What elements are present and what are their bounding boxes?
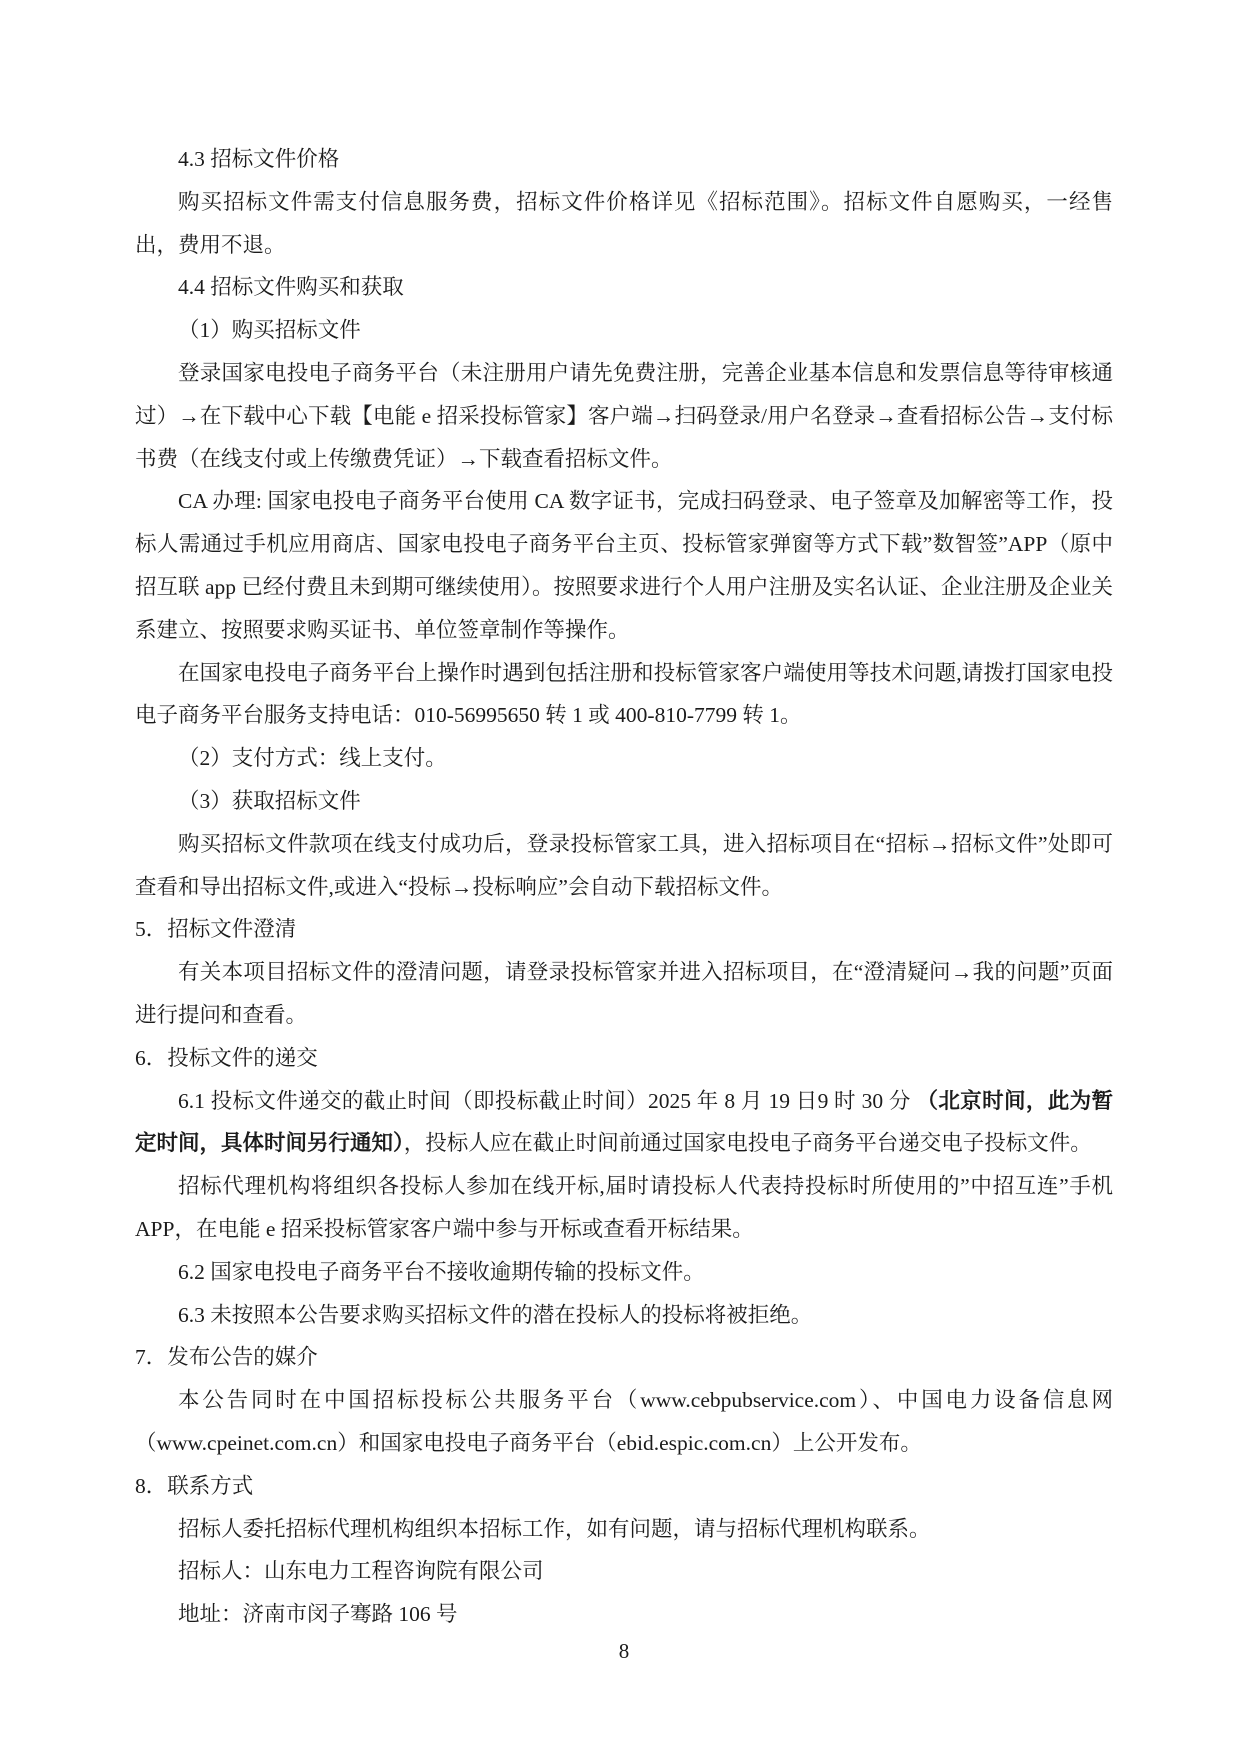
paragraph xyxy=(135,737,1113,780)
section-heading xyxy=(135,908,1113,951)
text-run: 有关本项目招标文件的澄清问题，请登录投标管家并进入招标项目，在“澄清疑问→我的问题”页面进行提问和查看。 xyxy=(135,960,1113,1027)
paragraph xyxy=(135,1508,1113,1551)
text-run: 购买招标文件需支付信息服务费，招标文件价格详见《招标范围》。招标文件自愿购买，一经售出，费用不退。 xyxy=(135,189,1113,257)
paragraph xyxy=(135,1379,1113,1465)
paragraph xyxy=(135,138,1113,181)
document-body xyxy=(135,138,1113,1636)
section-heading xyxy=(135,1465,1113,1508)
text-run: ，投标人应在截止时间前通过国家电投电子商务平台递交电子投标文件。 xyxy=(403,1131,1092,1156)
text-run: 招标人：山东电力工程咨询院有限公司 xyxy=(178,1559,544,1584)
text-run: 6.1 投标文件递交的截止时间（即投标截止时间）2025 年 8 月 19 日9 时 30 分 xyxy=(178,1088,917,1113)
paragraph xyxy=(135,780,1113,823)
text-run: 7．发布公告的媒介 xyxy=(135,1345,318,1370)
paragraph xyxy=(135,1080,1113,1166)
paragraph xyxy=(135,1550,1113,1593)
text-run: 招标代理机构将组织各投标人参加在线开标,届时请投标人代表持投标时所使用的”中招互连”手机APP，在电能 e 招采投标管家客户端中参与开标或查看开标结果。 xyxy=(135,1174,1113,1241)
text-run: （3）获取招标文件 xyxy=(178,788,361,813)
paragraph xyxy=(135,652,1113,738)
text-run: CA 办理: 国家电投电子商务平台使用 CA 数字证书，完成扫码登录、电子签章及加解密等工作，投标人需通过手机应用商店、国家电投电子商务平台主页、投标管家弹窗等方式下载”数智签”APP（原中招互联 app 已经付费且未到期可继续使用）。按照要求进行个人用户注册及实名认证、企业注册及企业关系建立、按照要求购买证书、单位签章制作等操作。 xyxy=(135,489,1113,642)
text-run: 6.3 未按照本公告要求购买招标文件的潜在投标人的投标将被拒绝。 xyxy=(178,1302,813,1327)
text-run: 4.4 招标文件购买和获取 xyxy=(178,275,404,300)
text-run: 购买招标文件款项在线支付成功后，登录投标管家工具，进入招标项目在“招标→招标文件”处即可查看和导出招标文件,或进入“投标→投标响应”会自动下载招标文件。 xyxy=(135,831,1113,899)
section-heading xyxy=(135,1336,1113,1379)
section-heading xyxy=(135,1037,1113,1080)
paragraph xyxy=(135,823,1113,909)
text-run: 6.2 国家电投电子商务平台不接收逾期传输的投标文件。 xyxy=(178,1259,705,1284)
text-run: 6．投标文件的递交 xyxy=(135,1045,318,1070)
text-run: 地址：济南市闵子骞路 106 号 xyxy=(178,1602,458,1627)
text-run: 在国家电投电子商务平台上操作时遇到包括注册和投标管家客户端使用等技术问题,请拨打国家电投电子商务平台服务支持电话：010-56995650 转 1 或 400-810-7799 转 1。 xyxy=(135,660,1113,728)
paragraph xyxy=(135,1593,1113,1636)
text-run: （2）支付方式：线上支付。 xyxy=(178,746,447,771)
paragraph xyxy=(135,309,1113,352)
text-run: 4.3 招标文件价格 xyxy=(178,147,340,171)
text-run: 登录国家电投电子商务平台（未注册用户请先免费注册，完善企业基本信息和发票信息等待审核通过）→在下载中心下载【电能 e 招采投标管家】客户端→扫码登录/用户名登录→查看招标公告→支付标书费（在线支付或上传缴费凭证）→下载查看招标文件。 xyxy=(135,360,1113,471)
bold-text-run: （北京时间，此为暂定时间，具体时间另行通知） xyxy=(135,1088,1113,1156)
paragraph xyxy=(135,1165,1113,1251)
paragraph xyxy=(135,352,1113,480)
paragraph xyxy=(135,181,1113,267)
text-run: （1）购买招标文件 xyxy=(178,318,361,343)
page-number: 8 xyxy=(618,1639,630,1663)
paragraph xyxy=(135,1251,1113,1294)
text-run: 本公告同时在中国招标投标公共服务平台（www.cebpubservice.com）、中国电力设备信息网（www.cpeinet.com.cn）和国家电投电子商务平台（ebid.espic.com.cn）上公开发布。 xyxy=(135,1388,1113,1455)
text-run: 5．招标文件澄清 xyxy=(135,917,297,942)
text-run: 招标人委托招标代理机构组织本招标工作，如有问题，请与招标代理机构联系。 xyxy=(178,1516,931,1541)
paragraph xyxy=(135,1294,1113,1337)
paragraph xyxy=(135,951,1113,1037)
paragraph xyxy=(135,266,1113,309)
paragraph xyxy=(135,480,1113,651)
text-run: 8．联系方式 xyxy=(135,1473,254,1498)
